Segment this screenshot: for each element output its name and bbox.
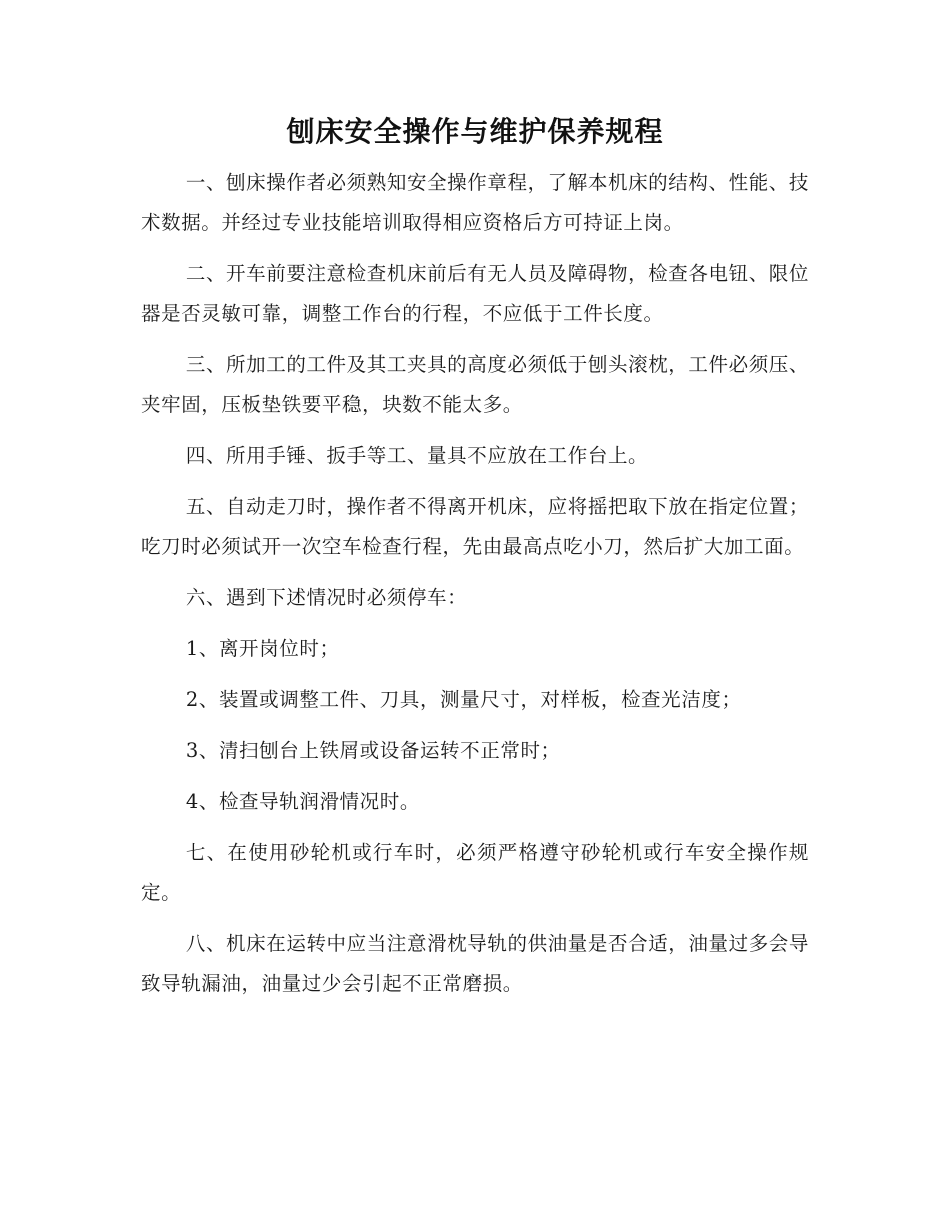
paragraph-2: 二、开车前要注意检查机床前后有无人员及障碍物，检查各电钮、限位器是否灵敏可靠，调整工作台的行程，不应低于工件长度。 [141,262,809,325]
paragraph-3: 三、所加工的工件及其工夹具的高度必须低于刨头滚枕，工件必须压、夹牢固，压板垫铁要平稳，块数不能太多。 [141,353,809,416]
paragraph-7: 七、在使用砂轮机或行车时，必须严格遵守砂轮机或行车安全操作规定。 [141,841,809,904]
list-item-2: 2、装置或调整工件、刀具，测量尺寸，对样板，检查光洁度； [185,688,742,711]
paragraph-8: 八、机床在运转中应当注意滑枕导轨的供油量是否合适，油量过多会导致导轨漏油，油量过少会引起不正常磨损。 [141,932,809,995]
document-page [141,112,809,1004]
document-title: 刨床安全操作与维护保养规程 [286,115,664,148]
paragraph-6: 六、遇到下述情况时必须停车： [185,586,468,609]
paragraph-1: 一、刨床操作者必须熟知安全操作章程，了解本机床的结构、性能、技术数据。并经过专业技能培训取得相应资格后方可持证上岗。 [141,171,809,234]
list-item-3: 3、清扫刨台上铁屑或设备运转不正常时； [185,739,561,762]
list-item-1: 1、离开岗位时； [185,637,340,660]
list-item-4: 4、检查导轨润滑情况时。 [185,790,420,813]
paragraph-5: 五、自动走刀时，操作者不得离开机床，应将摇把取下放在指定位置；吃刀时必须试开一次空车检查行程，先由最高点吃小刀，然后扩大加工面。 [141,495,809,558]
paragraph-4: 四、所用手锤、扳手等工、量具不应放在工作台上。 [185,444,649,467]
